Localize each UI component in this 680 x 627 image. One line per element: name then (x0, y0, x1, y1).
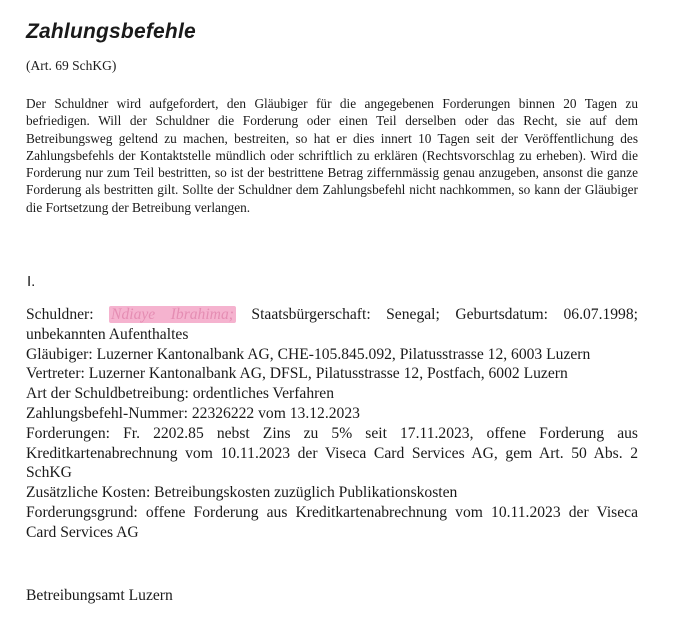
intro-paragraph: Der Schuldner wird aufgefordert, den Gläubiger für die angegebenen Forderungen binnen 20 Tagen zu befriedigen. Will der Schuldner die Forderung oder einen Teil derselben oder das Recht, sie auf dem Betreibungsweg geltend zu machen, bestreiten, so hat er dies innert 10 Tagen seit der Veröffentlichung des Zahlungsbefehls der Kontaktstelle mündlich oder schriftlich zu erklären (Rechtsvorschlag zu erheben). Wird die Forderung nur zum Teil bestritten, so ist der bestrittene Betrag ziffernmässig genau anzugeben, ansonst die ganze Forderung als bestritten gilt. Sollte der Schuldner dem Zahlungsbefehl nicht nachkommen, so kann der Gläubiger die Fortsetzung der Betreibung verlangen. (26, 96, 638, 215)
document-title: Zahlungsbefehle (26, 20, 196, 43)
legal-reference: (Art. 69 SchKG) (26, 58, 117, 73)
representative-line: Vertreter: Luzerner Kantonalbank AG, DFSL, Pilatusstrasse 12, Postfach, 6002 Luzern (26, 365, 568, 383)
order-details (26, 305, 638, 543)
section-number: I. (27, 273, 36, 290)
debtor-label: Schuldner: (26, 306, 110, 323)
procedure-type-line: Art der Schuldbetreibung: ordentliches Verfahren (26, 385, 335, 403)
claims-line: Forderungen: Fr. 2202.85 nebst Zins zu 5% seit 17.11.2023, offene Forderung aus Kreditkartenabrechnung vom 10.11.2023 der Viseca Card Services AG, gem Art. 50 Abs. 2 SchKG (26, 424, 638, 482)
debtor-details: Staatsbürgerschaft: Senegal; Geburtsdatum: 06.07.1998; unbekannten Aufenthaltes (26, 306, 638, 343)
debtor-line (26, 305, 638, 345)
redacted-debtor-name: Ndiaye Ibrahima; (111, 306, 234, 323)
creditor-line: Gläubiger: Luzerner Kantonalbank AG, CHE-105.845.092, Pilatusstrasse 12, 6003 Luzern (26, 345, 591, 363)
issuing-office: Betreibungsamt Luzern (26, 587, 173, 604)
additional-costs-line: Zusätzliche Kosten: Betreibungskosten zuzüglich Publikationskosten (26, 484, 458, 502)
claim-reason-line: Forderungsgrund: offene Forderung aus Kreditkartenabrechnung vom 10.11.2023 der Viseca Card Services AG (26, 503, 638, 541)
order-number-line: Zahlungsbefehl-Nummer: 22326222 vom 13.12.2023 (26, 404, 360, 422)
